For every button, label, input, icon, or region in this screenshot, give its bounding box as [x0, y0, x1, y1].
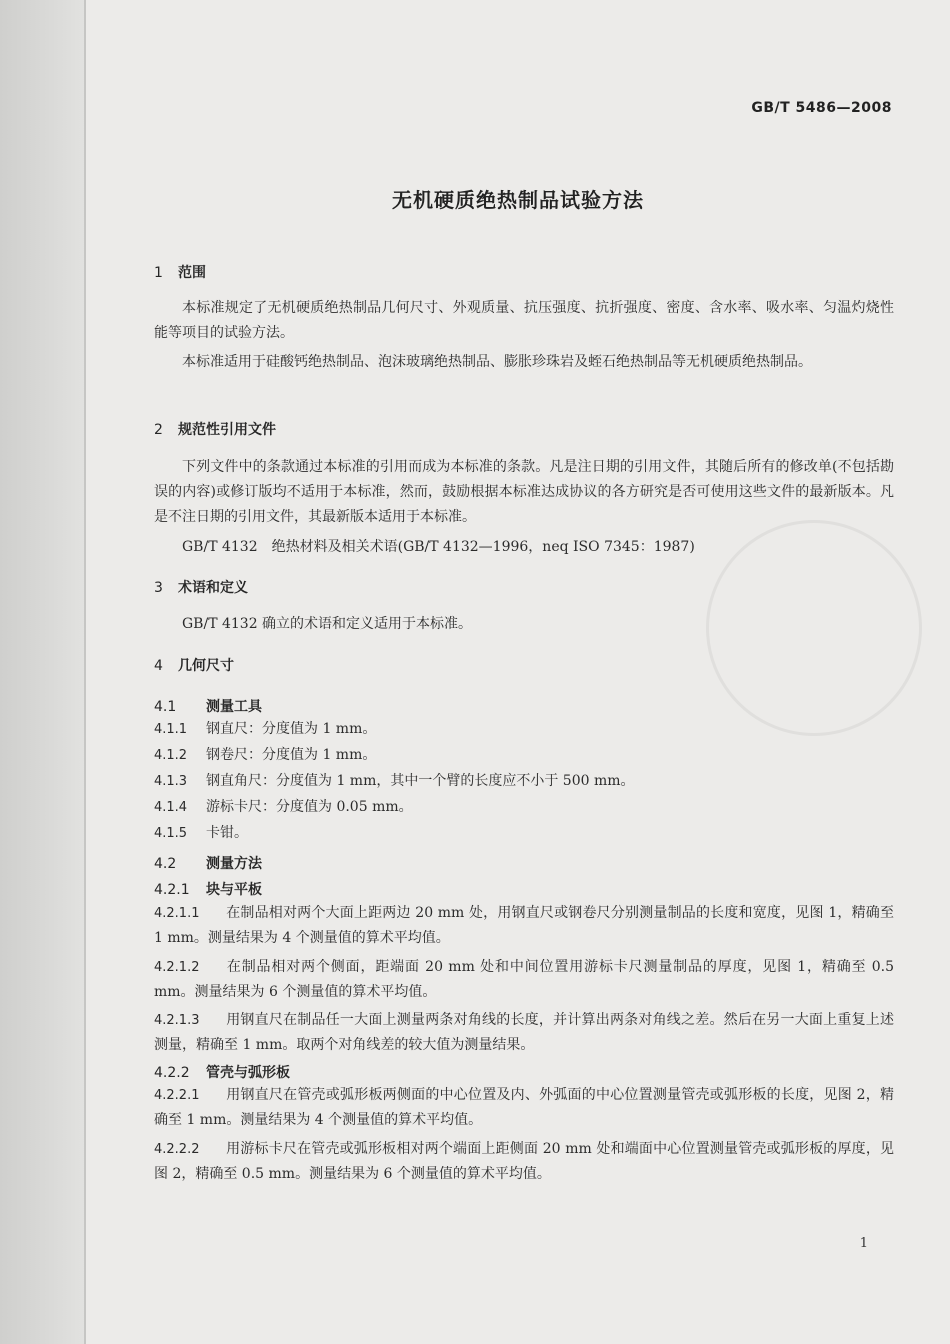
clause-4-2-1-3	[154, 1008, 894, 1058]
clause-4-1-3	[154, 769, 894, 794]
clause-number: 4.1.3	[154, 774, 188, 789]
section-title: 几何尺寸	[178, 658, 234, 674]
section-number: 4	[154, 658, 163, 674]
clause-text: 在制品相对两个大面上距两边 20 mm 处，用钢直尺或钢卷尺分别测量制品的长度和宽度，见图 1，精确至 1 mm。测量结果为 4 个测量值的算术平均值。	[154, 905, 894, 946]
clause-text: 钢卷尺：分度值为 1 mm。	[206, 747, 377, 763]
section-number: 1	[154, 265, 163, 281]
document-title: 无机硬质绝热制品试验方法	[392, 188, 644, 212]
clause-number: 4.2.1.2	[154, 960, 200, 975]
subsection-4-2-2-heading	[154, 1062, 894, 1082]
clause-number: 4.2.1.1	[154, 906, 200, 921]
clause-number: 4.1.2	[154, 748, 188, 763]
clause-text: 用钢直尺在管壳或弧形板两侧面的中心位置及内、外弧面的中心位置测量管壳或弧形板的长度，见图 2，精确至 1 mm。测量结果为 4 个测量值的算术平均值。	[154, 1087, 894, 1128]
clause-4-1-4	[154, 795, 894, 820]
subsection-number: 4.2	[154, 856, 177, 872]
section-2-heading	[154, 419, 894, 439]
clause-text: 游标卡尺：分度值为 0.05 mm。	[206, 799, 413, 815]
section-number: 2	[154, 422, 163, 438]
section-title: 范围	[178, 265, 206, 281]
section-title: 规范性引用文件	[178, 422, 276, 438]
clause-text: 钢直尺：分度值为 1 mm。	[206, 721, 377, 737]
standard-code: GB/T 5486—2008	[751, 100, 892, 116]
subsection-title: 块与平板	[206, 882, 262, 898]
clause-number: 4.2.2.1	[154, 1088, 200, 1103]
subsection-4-1-heading	[154, 696, 894, 716]
clause-number: 4.2.1.3	[154, 1013, 200, 1028]
subsection-number: 4.2.2	[154, 1065, 190, 1081]
subsection-title: 测量方法	[206, 856, 262, 872]
subsection-number: 4.1	[154, 699, 177, 715]
section-4-heading	[154, 655, 894, 675]
clause-number: 4.1.4	[154, 800, 188, 815]
section-3-paragraph-1: GB/T 4132 确立的术语和定义适用于本标准。	[182, 616, 473, 632]
clause-4-2-1-1	[154, 901, 894, 951]
subsection-title: 测量工具	[206, 699, 262, 715]
normative-reference: GB/T 4132 绝热材料及相关术语(GB/T 4132—1996，neq ISO 7345：1987)	[182, 539, 695, 555]
clause-text: 钢直角尺：分度值为 1 mm，其中一个臂的长度应不小于 500 mm。	[206, 773, 635, 789]
clause-4-1-2	[154, 743, 894, 768]
clause-4-2-2-1	[154, 1083, 894, 1133]
section-number: 3	[154, 580, 163, 596]
section-title: 术语和定义	[178, 580, 248, 596]
subsection-title: 管壳与弧形板	[206, 1065, 290, 1081]
subsection-4-2-heading	[154, 853, 894, 873]
section-1-heading	[154, 262, 894, 282]
clause-text: 用钢直尺在制品任一大面上测量两条对角线的长度，并计算出两条对角线之差。然后在另一大面上重复上述测量，精确至 1 mm。取两个对角线差的较大值为测量结果。	[154, 1012, 894, 1053]
subsection-4-2-1-heading	[154, 879, 894, 899]
page-number: 1	[859, 1236, 868, 1251]
section-2-paragraph-1: 下列文件中的条款通过本标准的引用而成为本标准的条款。凡是注日期的引用文件，其随后所有的修改单(不包括勘误的内容)或修订版均不适用于本标准，然而，鼓励根据本标准达成协议的各方研究是否可使用这些文件的最新版本。凡是不注日期的引用文件，其最新版本适用于本标准。	[154, 459, 894, 525]
scan-edge	[0, 0, 86, 1344]
clause-text: 用游标卡尺在管壳或弧形板相对两个端面上距侧面 20 mm 处和端面中心位置测量管壳或弧形板的厚度，见图 2，精确至 0.5 mm。测量结果为 6 个测量值的算术平均值。	[154, 1141, 894, 1182]
clause-text: 在制品相对两个侧面，距端面 20 mm 处和中间位置用游标卡尺测量制品的厚度，见图 1，精确至 0.5 mm。测量结果为 6 个测量值的算术平均值。	[154, 959, 894, 1000]
document-page	[86, 0, 950, 1344]
clause-4-2-1-2	[154, 955, 894, 1005]
section-1-paragraph-2: 本标准适用于硅酸钙绝热制品、泡沫玻璃绝热制品、膨胀珍珠岩及蛭石绝热制品等无机硬质绝热制品。	[182, 354, 812, 370]
section-1-paragraph-1: 本标准规定了无机硬质绝热制品几何尺寸、外观质量、抗压强度、抗折强度、密度、含水率、吸水率、匀温灼烧性能等项目的试验方法。	[154, 300, 894, 341]
clause-text: 卡钳。	[206, 825, 248, 841]
section-3-heading	[154, 577, 894, 597]
clause-4-1-1	[154, 717, 894, 742]
clause-number: 4.2.2.2	[154, 1142, 200, 1157]
clause-4-2-2-2	[154, 1137, 894, 1187]
clause-number: 4.1.5	[154, 826, 188, 841]
clause-number: 4.1.1	[154, 722, 188, 737]
subsection-number: 4.2.1	[154, 882, 190, 898]
clause-4-1-5	[154, 821, 894, 846]
